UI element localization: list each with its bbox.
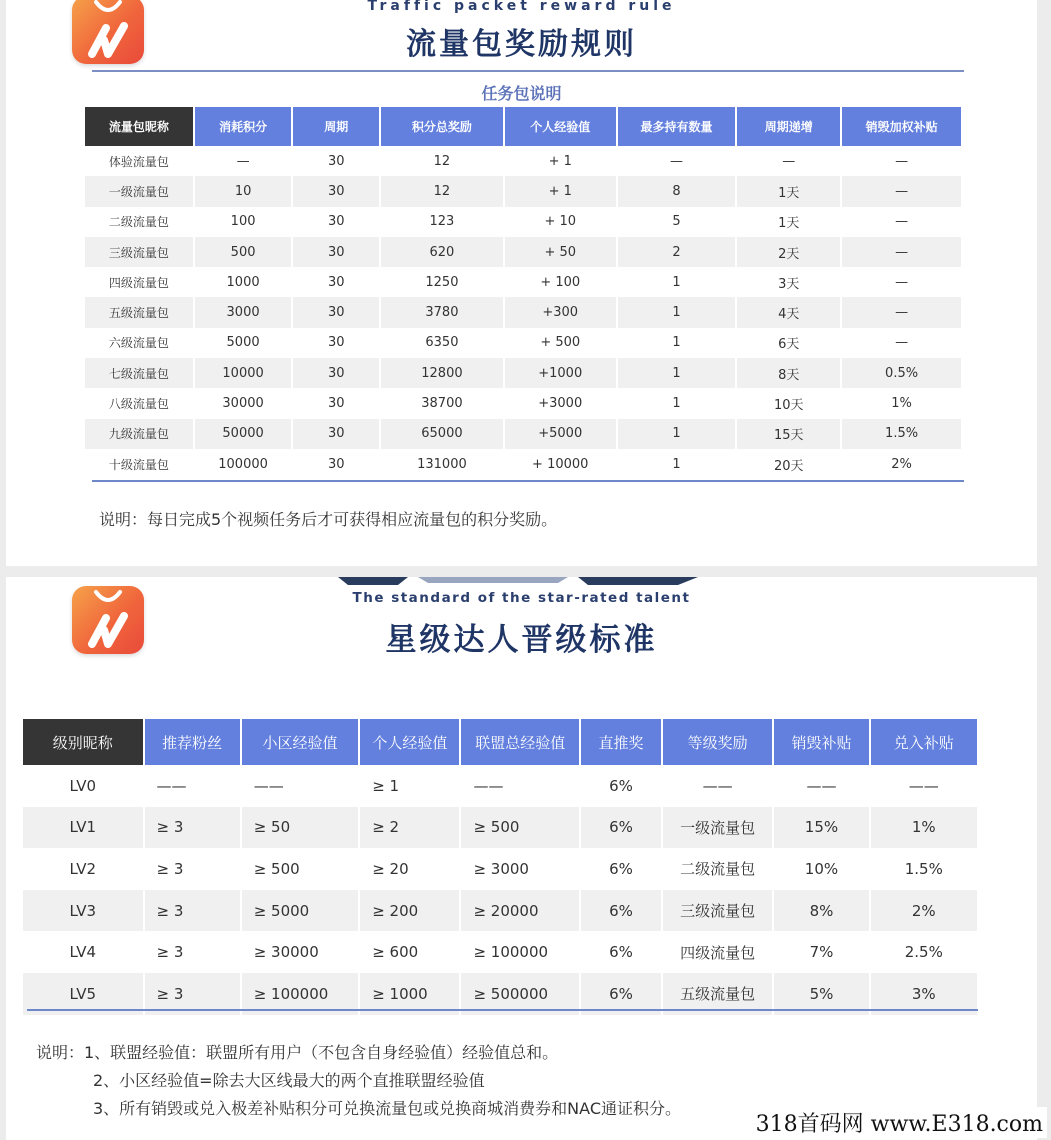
column-header: 兑入补贴 <box>871 719 977 765</box>
table-cell: 30 <box>327 335 345 351</box>
table-cell: 100000 <box>218 456 268 472</box>
table-cell: 6% <box>581 973 661 1015</box>
table-cell: 3000 <box>195 297 292 327</box>
traffic-packet-table <box>83 107 963 479</box>
table-row <box>85 328 961 358</box>
table-cell: ≥ 3 <box>145 890 240 932</box>
table-cell: 1 <box>672 274 681 290</box>
table-cell: +300 <box>505 297 616 327</box>
table-cell: 3780 <box>381 297 503 327</box>
column-header: 积分总奖励 <box>381 107 503 146</box>
english-subtitle: Traffic packet reward rule <box>367 0 676 14</box>
table-row <box>85 176 961 206</box>
table-cell: 30 <box>293 297 379 327</box>
table-cell: ≥ 50 <box>242 807 358 849</box>
row-label-cell: 五级流量包 <box>85 297 193 327</box>
title-divider <box>92 70 964 72</box>
table-cell: 1 <box>672 335 681 351</box>
table-cell: —— <box>908 776 939 795</box>
table-row <box>85 237 961 267</box>
row-label-cell: LV4 <box>69 943 97 962</box>
table-row <box>85 297 961 327</box>
table-cell: ≥ 20000 <box>461 890 579 932</box>
table-cell: 500 <box>195 237 292 267</box>
table-cell: 5000 <box>226 335 260 351</box>
explanation-note-3: 3、所有销毁或兑入极差补贴积分可兑换流量包或兑换商城消费券和NAC通证积分。 <box>93 1099 681 1118</box>
table-cell: 30 <box>327 396 345 412</box>
table-cell: 30 <box>293 419 379 449</box>
table-cell: —— <box>156 776 187 795</box>
table-cell: 38700 <box>421 396 463 412</box>
page-title: 星级达人晋级标准 <box>385 622 658 658</box>
table-cell: 12 <box>433 153 451 169</box>
table-row <box>23 848 977 890</box>
column-header: 销毁补贴 <box>774 719 868 765</box>
table-cell: +3000 <box>538 396 583 412</box>
column-header: 消耗积分 <box>195 107 292 146</box>
row-label-cell: LV1 <box>23 807 143 849</box>
table-cell: 1天 <box>737 176 840 206</box>
table-cell: 50000 <box>195 419 292 449</box>
table-cell: ≥ 20 <box>372 859 409 878</box>
table-cell: — <box>670 153 684 169</box>
table-cell: ≥ 1000 <box>360 973 459 1015</box>
table-row <box>23 765 977 807</box>
column-header: 流量包昵称 <box>85 107 193 146</box>
table-row <box>85 146 961 176</box>
table-cell: 2% <box>891 456 912 472</box>
column-header: 级别昵称 <box>23 719 143 765</box>
row-label-cell: 八级流量包 <box>108 397 169 412</box>
table-cell: 1250 <box>425 274 459 290</box>
table-bottom-rule <box>27 1009 978 1011</box>
table-cell: + 500 <box>540 335 581 351</box>
table-cell: 二级流量包 <box>680 860 756 879</box>
table-cell: +1000 <box>505 358 616 388</box>
table-cell: ≥ 3 <box>156 943 184 962</box>
table-cell: 30 <box>293 358 379 388</box>
table-cell: 2.5% <box>904 943 943 962</box>
table-cell: + 10 <box>544 214 577 230</box>
table-cell: 30 <box>327 274 345 290</box>
english-subtitle: The standard of the star-rated talent <box>352 590 691 606</box>
column-header: 最多持有数量 <box>618 107 736 146</box>
table-cell: 2天 <box>737 237 840 267</box>
table-cell: 123 <box>429 214 455 230</box>
page-title: 流量包奖励规则 <box>406 27 637 62</box>
table-cell: ≥ 600 <box>372 943 419 962</box>
table-cell: 1% <box>891 396 912 412</box>
table-row <box>85 207 961 237</box>
table-cell: 三级流量包 <box>663 890 772 932</box>
row-label-cell: 九级流量包 <box>85 419 193 449</box>
row-label-cell: LV2 <box>69 859 97 878</box>
table-cell: ≥ 3 <box>145 807 240 849</box>
row-label-cell: 体验流量包 <box>108 154 169 169</box>
table-cell: 5 <box>672 214 681 230</box>
column-header: 周期递增 <box>737 107 840 146</box>
table-cell: ≥ 2 <box>360 807 459 849</box>
column-header: 个人经验值 <box>360 719 459 765</box>
table-cell: ≥ 100000 <box>242 973 358 1015</box>
table-row <box>85 419 961 449</box>
banner-decoration <box>338 577 698 587</box>
explanation-note-1: 说明：1、联盟经验值：联盟所有用户（不包含自身经验值）经验值总和。 <box>36 1043 559 1062</box>
table-cell: 1 <box>672 456 681 472</box>
column-header: 联盟总经验值 <box>461 719 579 765</box>
table-cell: 1 <box>618 297 736 327</box>
table-cell: 620 <box>381 237 503 267</box>
table-cell: — <box>842 237 961 267</box>
table-cell: 10 <box>195 176 292 206</box>
table-cell: —— <box>702 776 733 795</box>
table-cell: 8% <box>774 890 868 932</box>
table-cell: 五级流量包 <box>663 973 772 1015</box>
table-cell: 100 <box>230 214 256 230</box>
row-label-cell: 十级流量包 <box>108 457 169 472</box>
column-header: 等级奖励 <box>663 719 772 765</box>
table-cell: 8 <box>618 176 736 206</box>
table-cell: 30 <box>327 214 345 230</box>
table-cell: 4天 <box>737 297 840 327</box>
table-cell: 65000 <box>381 419 503 449</box>
table-cell: + 100 <box>540 274 581 290</box>
site-watermark: 318首码网 www.E318.com <box>752 1107 1047 1138</box>
table-cell: 8天 <box>737 358 840 388</box>
table-cell: ≥ 500 <box>461 807 579 849</box>
row-label-cell: LV0 <box>69 776 97 795</box>
table-cell: ≥ 200 <box>360 890 459 932</box>
table-cell: 2 <box>618 237 736 267</box>
table-cell: 6% <box>609 859 633 878</box>
table-cell: 1 <box>618 419 736 449</box>
table-cell: 30000 <box>222 396 264 412</box>
row-label-cell: 三级流量包 <box>85 237 193 267</box>
table-note: 说明：每日完成5个视频任务后才可获得相应流量包的积分奖励。 <box>99 510 558 529</box>
table-cell: 6% <box>609 943 633 962</box>
table-cell: ≥ 30000 <box>253 943 319 962</box>
explanation-note-2: 2、小区经验值=除去大区线最大的两个直推联盟经验值 <box>93 1071 485 1090</box>
column-header: 小区经验值 <box>242 719 358 765</box>
table-cell: 6% <box>609 776 633 795</box>
row-label-cell: 四级流量包 <box>108 275 169 290</box>
table-cell: 1.5% <box>842 419 961 449</box>
row-label-cell: 一级流量包 <box>85 176 193 206</box>
table-cell: 一级流量包 <box>663 807 772 849</box>
table-cell: + 10000 <box>532 456 589 472</box>
row-label-cell: LV3 <box>23 890 143 932</box>
column-header: 销毁加权补贴 <box>842 107 961 146</box>
table-cell: ≥ 5000 <box>242 890 358 932</box>
table-cell: 1 <box>672 396 681 412</box>
table-cell: —— <box>253 776 284 795</box>
table-cell: 6% <box>581 890 661 932</box>
table-cell: 1000 <box>226 274 260 290</box>
table-cell: ≥ 1 <box>372 776 400 795</box>
table-cell: ≥ 3 <box>156 859 184 878</box>
table-cell: +5000 <box>505 419 616 449</box>
table-cell: 30 <box>327 456 345 472</box>
table-header-row <box>23 719 977 765</box>
table-cell: + 1 <box>505 176 616 206</box>
column-header: 直推奖 <box>581 719 661 765</box>
table-cell: 30 <box>327 153 345 169</box>
row-label-cell: 七级流量包 <box>85 358 193 388</box>
table-cell: 30 <box>293 237 379 267</box>
table-cell: 1.5% <box>904 859 943 878</box>
table-cell: — <box>782 153 796 169</box>
table-cell: ≥ 500000 <box>461 973 579 1015</box>
column-header: 周期 <box>293 107 379 146</box>
row-label-cell: LV5 <box>23 973 143 1015</box>
table-row <box>23 931 977 973</box>
table-cell: 30 <box>293 176 379 206</box>
table-row <box>85 449 961 479</box>
star-level-table <box>21 719 979 1015</box>
table-cell: — <box>842 176 961 206</box>
table-cell: 6% <box>581 807 661 849</box>
table-cell: — <box>895 335 909 351</box>
table-cell: 5% <box>774 973 868 1015</box>
table-cell: + 1 <box>548 153 572 169</box>
table-cell: 7% <box>809 943 834 962</box>
table-cell: 1 <box>618 358 736 388</box>
row-label-cell: 六级流量包 <box>108 336 169 351</box>
table-cell: 10天 <box>774 398 804 414</box>
table-cell: 131000 <box>417 456 467 472</box>
table-cell: 20天 <box>774 458 804 474</box>
table-header-row <box>85 107 961 146</box>
table-cell: 3天 <box>778 276 800 292</box>
table-row <box>85 388 961 418</box>
table-cell: 6350 <box>425 335 459 351</box>
table-cell: ≥ 100000 <box>473 943 549 962</box>
table-cell: 6天 <box>778 337 800 353</box>
table-cell: 15天 <box>737 419 840 449</box>
column-header: 推荐粉丝 <box>145 719 240 765</box>
table-cell: 2% <box>871 890 977 932</box>
row-label-cell: 二级流量包 <box>108 215 169 230</box>
table-bottom-rule <box>92 480 964 482</box>
table-cell: 1天 <box>778 216 800 232</box>
table-cell: 四级流量包 <box>680 943 756 962</box>
table-cell: + 50 <box>505 237 616 267</box>
table-cell: 15% <box>774 807 868 849</box>
table-cell: — <box>236 153 250 169</box>
table-cell: 0.5% <box>842 358 961 388</box>
table-cell: — <box>895 214 909 230</box>
table-cell: 3% <box>871 973 977 1015</box>
table-cell: — <box>842 297 961 327</box>
table-cell: 10000 <box>195 358 292 388</box>
table-cell: — <box>895 153 909 169</box>
table-cell: —— <box>806 776 837 795</box>
column-header: 个人经验值 <box>505 107 616 146</box>
table-row <box>23 890 977 932</box>
table-cell: 10% <box>804 859 839 878</box>
table-cell: — <box>895 274 909 290</box>
table-cell: —— <box>473 776 504 795</box>
table-cell: ≥ 3000 <box>473 859 529 878</box>
table-cell: ≥ 3 <box>145 973 240 1015</box>
table-row <box>85 358 961 388</box>
table-cell: 1% <box>871 807 977 849</box>
section-label: 任务包说明 <box>481 84 562 103</box>
table-row <box>23 807 977 849</box>
table-cell: ≥ 500 <box>253 859 300 878</box>
table-row <box>85 267 961 297</box>
table-cell: 12 <box>381 176 503 206</box>
reward-rule-card <box>6 0 1037 566</box>
table-cell: 12800 <box>381 358 503 388</box>
